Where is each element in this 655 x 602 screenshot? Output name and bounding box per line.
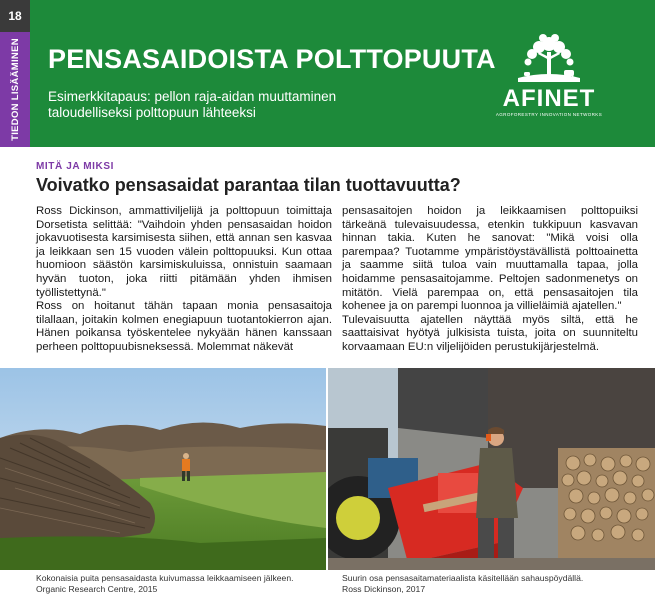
- caption-text: Suurin osa pensasaitamateriaalista käsitellään sahauspöydällä.: [342, 573, 584, 583]
- page-number: 18: [0, 0, 30, 32]
- logo-tagline: AGROFORESTRY INNOVATION NETWORKS: [495, 112, 603, 117]
- body-paragraph: pensasaitojen hoidon ja leikkaamisen polttopuiksi tärkeänä tulevaisuudessa, etenkin tukkipuun kasvavan hinnan takia. Kuten he sanovat: "Mikä voisi olla parempaa? Tuotamme ympäristöystävällistä polttoainetta ja saamme siitä tuloa vain muuttamalla tapaa, jolla hoidamme pensasaitojamme. Peltojen sadonmenetys on mitätön. Vielä parempaa on, että pensasaitojen tila kohenee ja on parempi luonnoa ja villieläimiä ajatellen.": [342, 205, 638, 313]
- body-column-right: [342, 205, 638, 355]
- tree-logo-icon: [512, 30, 586, 86]
- caption-text: Kokonaisia puita pensasaidasta kuivumassa leikkaamiseen jälkeen.: [36, 573, 294, 583]
- afinet-logo: [494, 30, 604, 130]
- caption-credit: Organic Research Centre, 2015: [36, 584, 158, 594]
- side-tab-label: TIEDON LISÄÄMINEN: [9, 38, 21, 141]
- caption-right: [342, 573, 642, 595]
- body-paragraph: Ross on hoitanut tähän tapaan monia pensasaitoja tilallaan, joitakin kolmen enegiapuun tuotantokierron ajan. Hänen poikansa työskentelee nykyään hänen kanssaan perheen polttopuubisneksessä. Molemmat näkevät: [36, 300, 332, 353]
- caption-credit: Ross Dickinson, 2017: [342, 584, 426, 594]
- body-paragraph: Tulevaisuutta ajatellen näyttää myös siltä, että he saattaisivat hyötyä julkisista tuista, joita on suunniteltu korvaamaan EU:n viljelijöiden perustukijärjestelmä.: [342, 313, 638, 353]
- photo-saw-bench: [328, 368, 655, 570]
- header-banner: [0, 0, 655, 147]
- photo-hedge-field: [0, 368, 326, 570]
- body-column-left: [36, 205, 332, 355]
- section-headline: Voivatko pensasaidat parantaa tilan tuottavuutta?: [36, 175, 461, 195]
- body-paragraph: Ross Dickinson, ammattiviljelijä ja polttopuun toimittaja Dorsetista selittää: "Vaihdoin yhden pensasaidan hoidon jokavuotisesta karsimisesta siihen, että annan sen kasvaa ja leikkaan sen 15 vuoden välein polttopuuksi. Kun ottaa huomioon säästön karsimiskuluissa, onnistuin saamaan hyvän tuoton, joka riitti pitämään yhden ihmisen työllistettynä.": [36, 205, 332, 299]
- page-title: PENSASAIDOISTA POLTTOPUUTA: [48, 44, 496, 74]
- page-subtitle: Esimerkkitapaus: pellon raja-aidan muuttaminen taloudelliseksi polttopuun lähteeksi: [48, 89, 337, 120]
- caption-left: [36, 573, 326, 595]
- section-kicker: MITÄ JA MIKSI: [36, 161, 114, 172]
- section-side-tab: [0, 32, 30, 147]
- logo-wordmark: AFINET: [502, 85, 596, 112]
